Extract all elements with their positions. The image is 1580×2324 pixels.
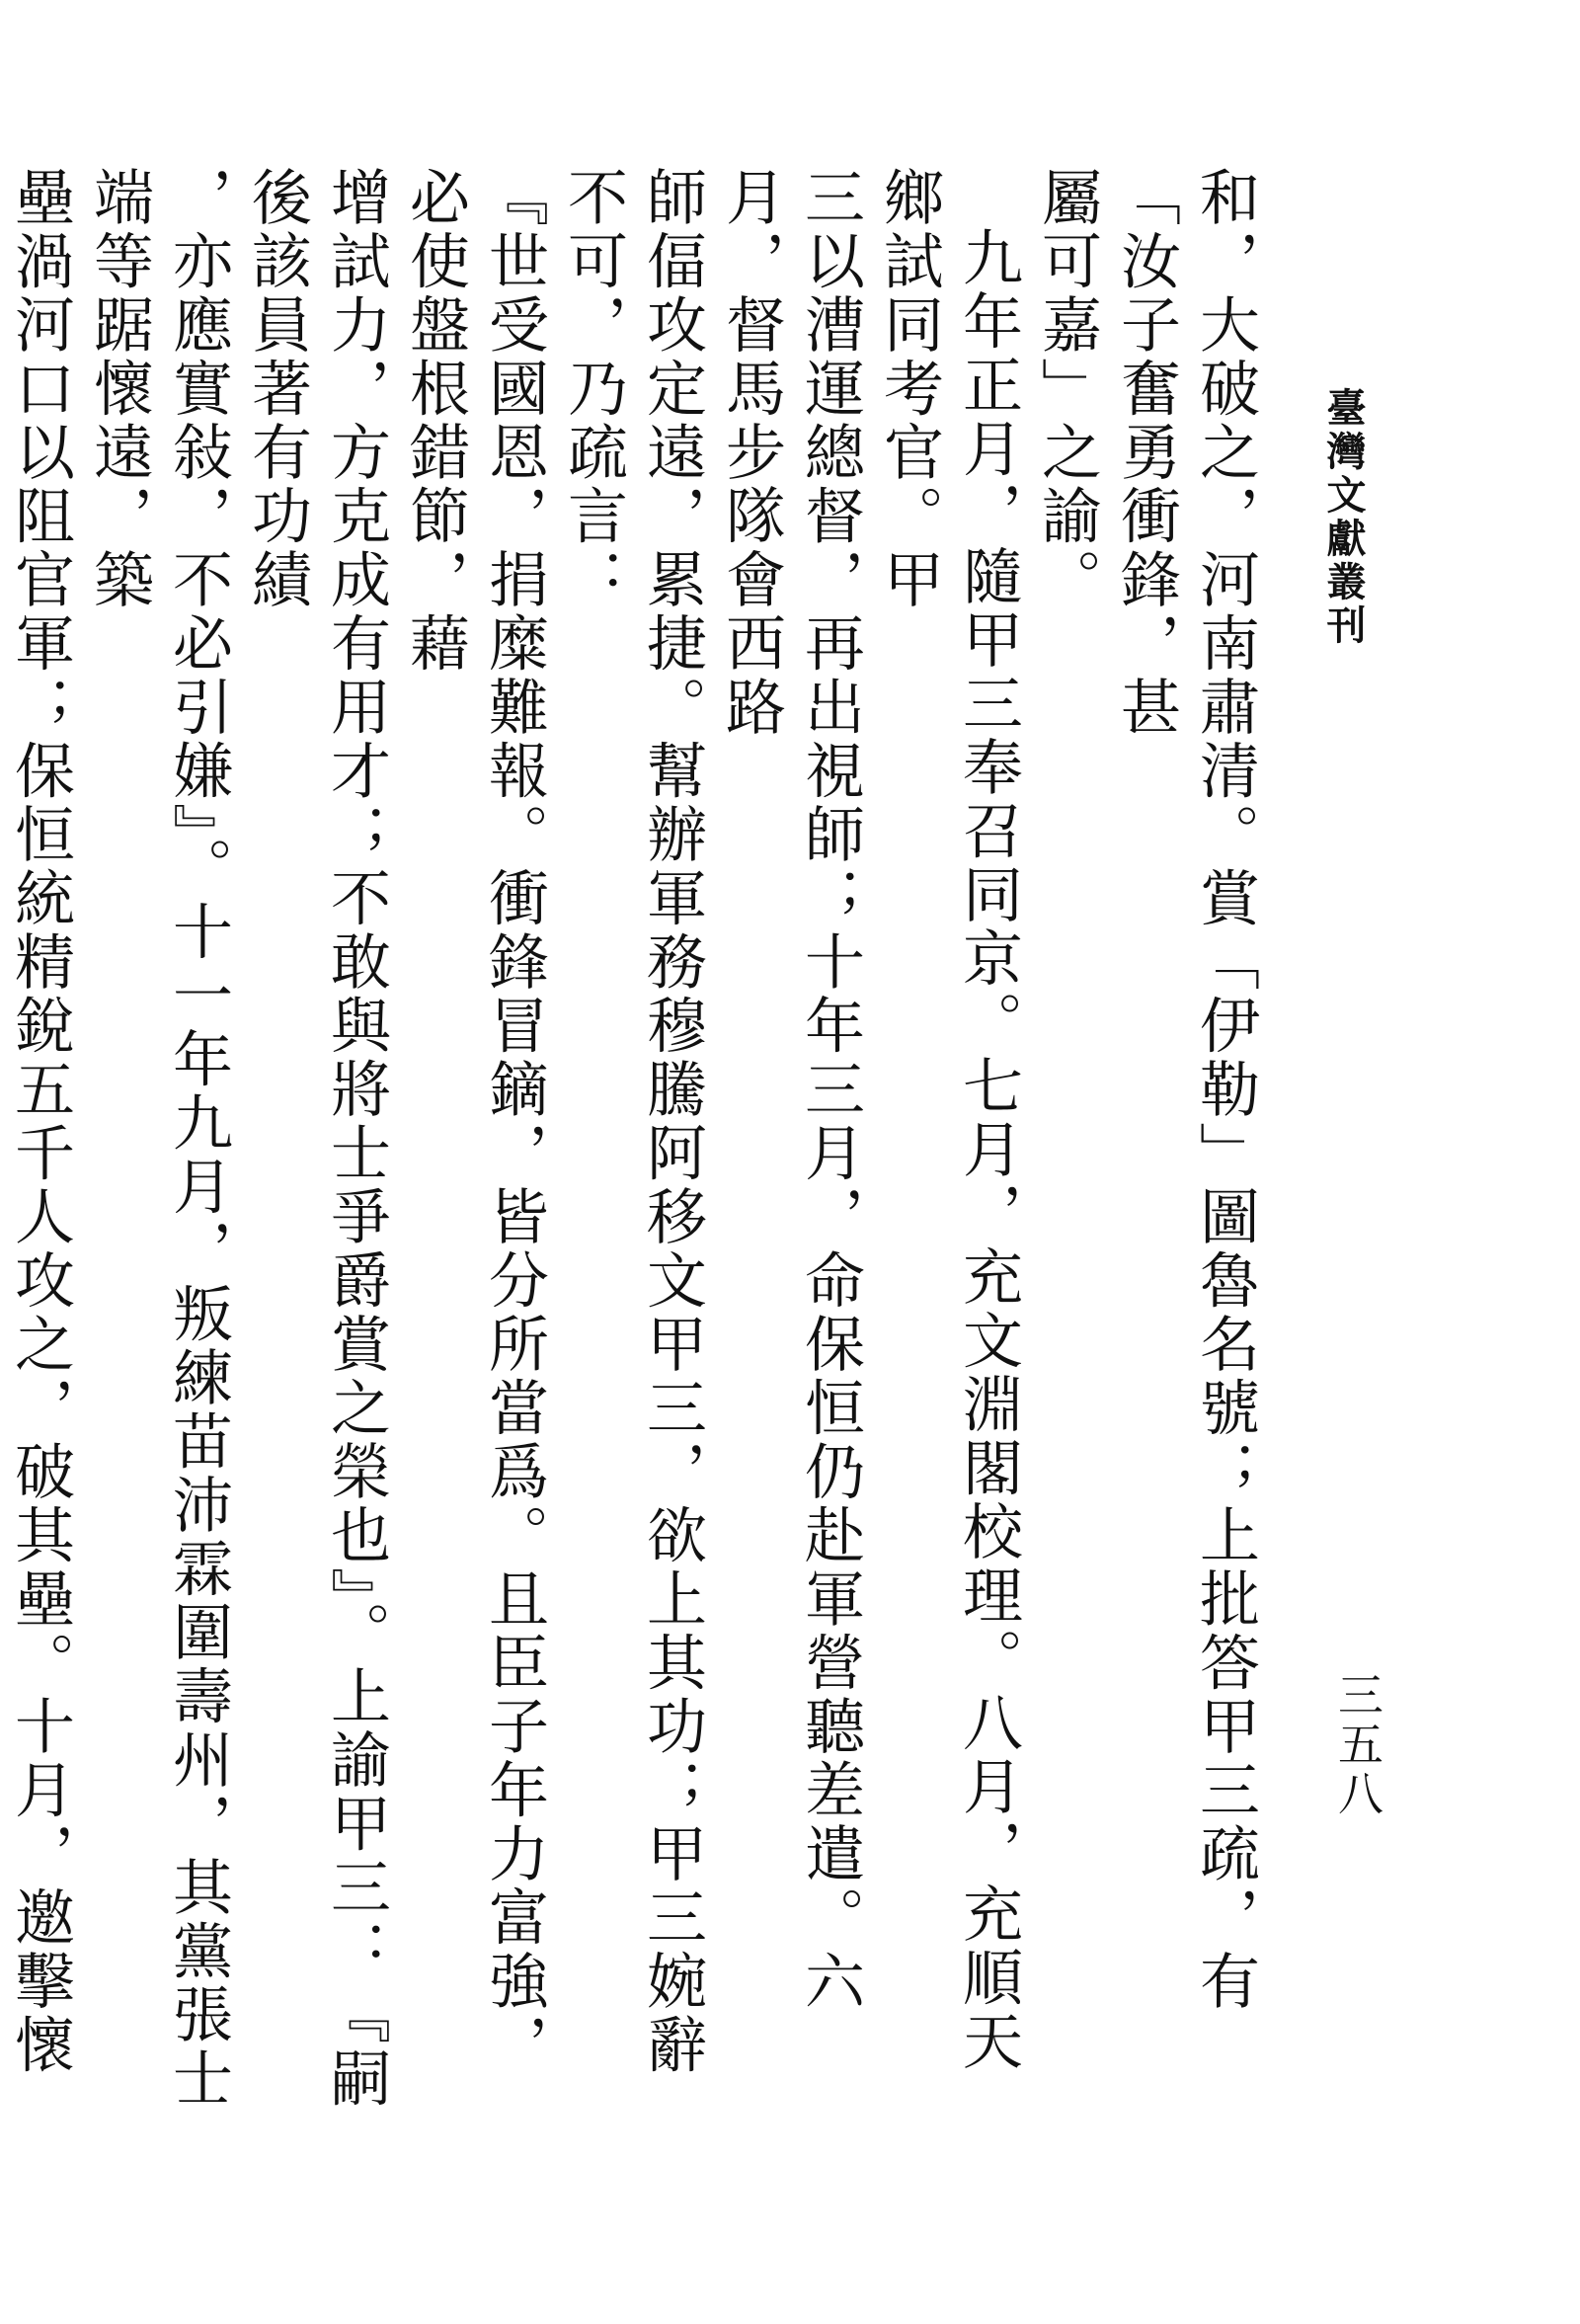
text-column: 屬可嘉」之諭。 [1032, 166, 1102, 612]
text-column: 『世受國恩，捐糜難報。衝鋒冒鏑，皆分所當爲。且臣子年力富強，必使盤根錯節，藉 [400, 166, 549, 2077]
running-header-title: 臺灣文獻叢刊 [1320, 387, 1367, 648]
text-column: 九年正月，隨甲三奉召同京。七月，充文淵閣校理。八月，充順天鄉試同考官。甲 [874, 166, 1023, 2074]
text-column: ，亦應實敍，不必引嫌』。十一年九月，叛練苗沛霖圍壽州，其黨張士端等踞懷遠，築 [84, 166, 233, 2111]
text-column: 三以漕運總督，再出視師；十年三月，命保恒仍赴軍營聽差遣。六月，督馬步隊會西路 [716, 166, 865, 2014]
text-column: 增試力，方克成有用才；不敢與將士爭爵賞之榮也』。上諭甲三：『嗣後該員著有功績 [242, 166, 391, 2111]
text-column: 和，大破之，河南肅清。賞「伊勒」圖魯名號；上批答甲三疏，有「汝子奮勇衝鋒，甚 [1111, 166, 1260, 2014]
body-text [5, 166, 1264, 2126]
page-number: 三五八 [1331, 1671, 1384, 1819]
text-column: 師偪攻定遠，累捷。幫辦軍務穆騰阿移文甲三，欲上其功；甲三婉辭不可，乃疏言： [558, 166, 707, 2077]
text-column: 壘渦河口以阻官軍；保恒統精銳五千人攻之，破其壘。十月，邀擊懷 [5, 166, 75, 2077]
